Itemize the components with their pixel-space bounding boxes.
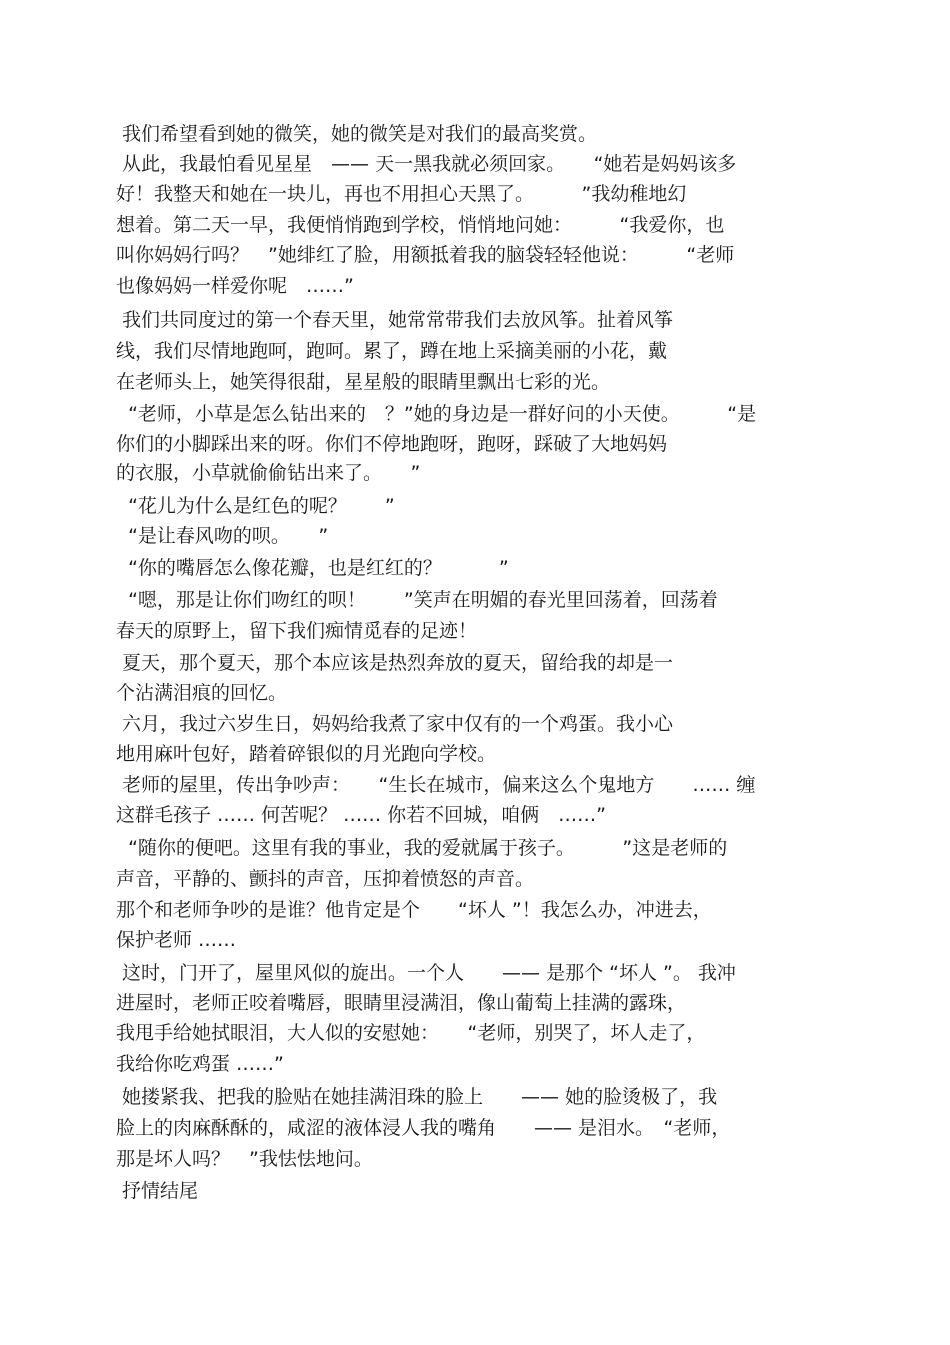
text-line: 地用麻叶包好，踏着碎银似的月光跑向学校。 — [116, 743, 497, 765]
text-line: 想着。第二天一早，我便悄悄跑到学校，悄悄地问她： “我爱你，也 — [116, 214, 725, 236]
text-line: 老师的屋里，传出争吵声： “生长在城市，偏来这么个鬼地方 …… 缠 — [116, 774, 756, 796]
text-line: 好！我整天和她在一块儿，再也不用担心天黑了。 ”我幼稚地幻 — [116, 183, 687, 205]
text-line: 她搂紧我、把我的脸贴在她挂满泪珠的脸上 —— 她的脸烫极了，我 — [116, 1086, 718, 1108]
text-line: 抒情结尾 — [116, 1180, 199, 1202]
text-line: 也像妈妈一样爱你呢 ……” — [116, 275, 354, 297]
text-line: “是让春风吻的呗。 ” — [116, 525, 329, 547]
text-line: 这时，门开了，屋里风似的旋出。一个人 —— 是那个 “坏人 ”。 我冲 — [116, 962, 736, 984]
text-line: “随你的便吧。这里有我的事业，我的爱就属于孩子。 ”这是老师的 — [116, 837, 728, 859]
text-line: 从此，我最怕看见星星 —— 天一黑我就必须回家。 “她若是妈妈该多 — [116, 153, 737, 175]
text-line: 声音，平静的、颤抖的声音，压抑着愤怒的声音。 — [116, 868, 535, 890]
text-line: 春天的原野上，留下我们痴情觅春的足迹！ — [116, 620, 478, 642]
text-line: 夏天，那个夏天，那个本应该是热烈奔放的夏天，留给我的却是一 — [116, 652, 674, 674]
text-line: 线，我们尽情地跑呵，跑呵。累了，蹲在地上采摘美丽的小花，戴 — [116, 340, 668, 362]
text-line: 保护老师 …… — [116, 929, 237, 951]
text-line: 六月，我过六岁生日，妈妈给我煮了家中仅有的一个鸡蛋。我小心 — [116, 713, 674, 735]
text-line: 个沾满泪痕的回忆。 — [116, 682, 288, 704]
text-line: “嗯，那是让你们吻红的呗！ ”笑声在明媚的春光里回荡着，回荡着 — [116, 589, 718, 611]
text-line: 这群毛孩子 …… 何苦呢？ …… 你若不回城，咱俩 ……” — [116, 804, 607, 826]
text-line: 你们的小脚踩出来的呀。你们不停地跑呀，跑呀，踩破了大地妈妈 — [116, 433, 668, 455]
text-line: 我给你吃鸡蛋 ……” — [116, 1053, 284, 1075]
text-line: 我们希望看到她的微笑，她的微笑是对我们的最高奖赏。 — [116, 123, 598, 145]
text-line: 在老师头上，她笑得很甜，星星般的眼睛里飘出七彩的光。 — [116, 371, 611, 393]
text-line: 那个和老师争吵的是谁？他肯定是个 “坏人 ”！我怎么办，冲进去， — [116, 899, 712, 921]
text-line: “你的嘴唇怎么像花瓣，也是红红的？ ” — [116, 557, 509, 579]
text-line: 脸上的肉麻酥酥的，咸涩的液体浸人我的嘴角 —— 是泪水。 “老师， — [116, 1117, 731, 1139]
text-line: 叫你妈妈行吗？ ”她绯红了脸，用额抵着我的脑袋轻轻他说： “老师 — [116, 244, 735, 266]
text-line: “老师，小草是怎么钻出来的 ？”她的身边是一群好问的小天使。 “是 — [116, 403, 757, 425]
text-line: 那是坏人吗？ ”我怯怯地问。 — [116, 1148, 373, 1170]
text-line: 我甩手给她拭眼泪，大人似的安慰她： “老师，别哭了，坏人走了， — [116, 1022, 706, 1044]
text-line: 进屋时，老师正咬着嘴唇，眼睛里浸满泪，像山葡萄上挂满的露珠， — [116, 992, 687, 1014]
text-line: “花儿为什么是红色的呢？ ” — [116, 495, 395, 517]
text-line: 我们共同度过的第一个春天里，她常常带我们去放风筝。扯着风筝 — [116, 309, 674, 331]
text-line: 的衣服，小草就偷偷钻出来了。 ” — [116, 462, 421, 484]
